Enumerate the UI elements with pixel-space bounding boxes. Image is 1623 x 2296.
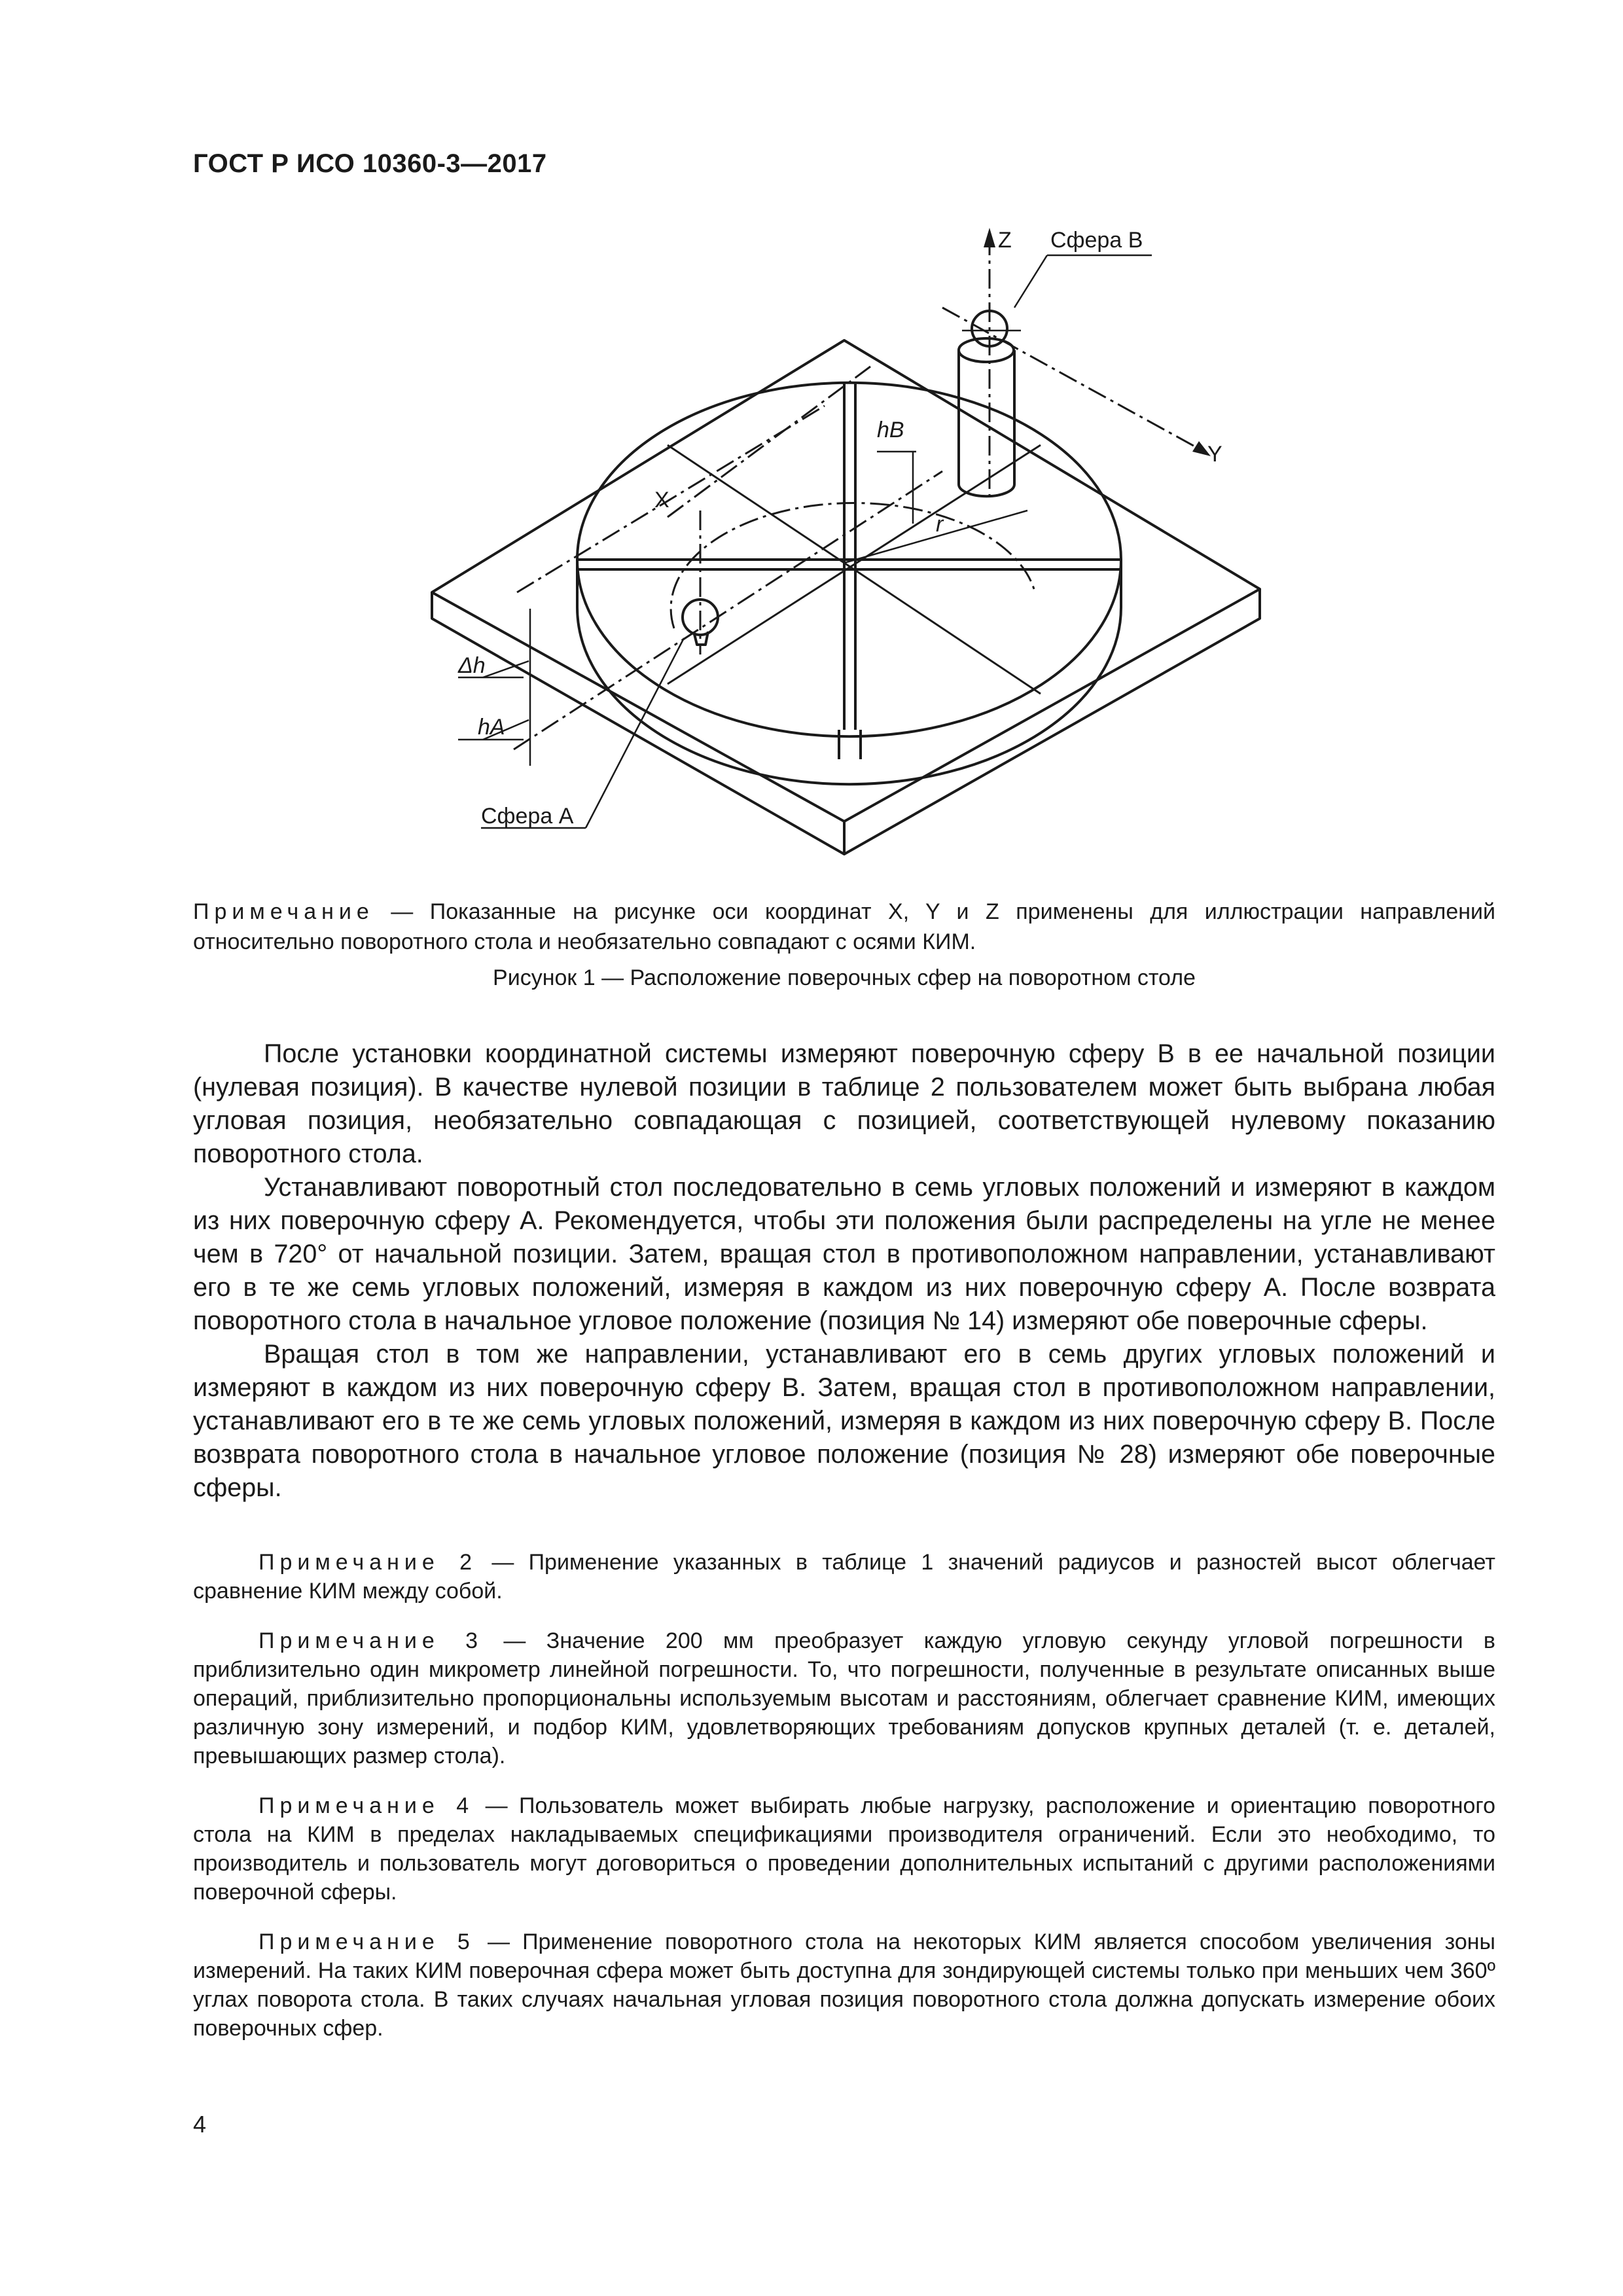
note-3 — [193, 1626, 1495, 1770]
document-header: ГОСТ Р ИСО 10360-3—2017 — [193, 149, 547, 178]
figure-note-label: Примечание — [193, 899, 374, 924]
body-paragraph: После установки координатной системы измеряют поверочную сферу B в ее начальной позиции (нулевая позиция). В качестве нулевой позиции в таблице 2 пользователем может быть выбрана любая угловая позиция, необязательно совпадающая с позицией, соответствующей нулевому показанию поворотного стола. — [193, 1039, 1495, 1168]
sphere-a-label: Сфера A — [481, 804, 574, 829]
body-paragraph: Устанавливают поворотный стол последовательно в семь угловых положений и измеряют в каждом из них поверочную сферу A. Рекомендуется, чтобы эти положения были распределены на угле не менее чем в 720° от начальной позиции. Затем, вращая стол в противоположном направлении, устанавливают его в те же семь угловых положений, измеряя в каждом из них поверочную сферу A. После возврата поворотного стола в начальное угловое положение (позиция № 14) измеряют обе поверочные сферы. — [193, 1173, 1495, 1335]
note-5 — [193, 1928, 1495, 2043]
x-axis-label: X — [654, 488, 669, 512]
sphere-b-column — [959, 350, 1014, 496]
note-label: Примечание 3 — [259, 1628, 484, 1653]
table-disk-rim — [577, 383, 1121, 560]
figure-note-text: — Показанные на рисунке оси координат X, Y и Z применены для иллюстрации направлений относительно поворотного стола и необязательно совпадают с осями КИМ. — [193, 899, 1495, 954]
r-label: r — [936, 512, 944, 537]
note-text: — Применение указанных в таблице 1 значений радиусов и разностей высот облегчает сравнение КИМ между собой. — [193, 1550, 1495, 1604]
y-axis-label: Y — [1207, 442, 1222, 467]
note-2 — [193, 1548, 1495, 1605]
note-text: — Пользователь может выбирать любые нагрузку, расположение и ориентацию поворотного стола на КИМ в пределах накладываемых спецификациями производителя ограничений. Если это необходимо, то производитель и пользователь могут договориться о проведении дополнительных испытаний с другими расположениями поверочной сферы. — [193, 1793, 1495, 1905]
note-text: — Значение 200 мм преобразует каждую угловую секунду угловой погрешности в приблизительно один микрометр линейной погрешности. То, что погрешности, полученные в результате описанных выше операций, приблизительно пропорциональны используемым высотам и расстояниям, облегчает сравнение КИМ, имеющих различную зону измерений, и подбор КИМ, удовлетворяющих требованиям допусков крупных деталей (т. е. деталей, превышающих размер стола). — [193, 1628, 1495, 1768]
notes-section — [193, 1548, 1495, 2064]
sphere-b-label: Сфера B — [1050, 228, 1143, 253]
body-text — [193, 1037, 1495, 1505]
note-label: Примечание 4 — [259, 1793, 474, 1818]
figure-note — [193, 897, 1495, 957]
delta-h-label: Δh — [458, 653, 486, 678]
base-plate-top — [432, 340, 1260, 821]
note-4 — [193, 1791, 1495, 1907]
note-label: Примечание 5 — [259, 1929, 475, 1954]
note-label: Примечание 2 — [259, 1550, 478, 1575]
h-a-label: hA — [478, 715, 505, 740]
h-b-label: hB — [877, 418, 904, 442]
body-paragraph: Вращая стол в том же направлении, устанавливают его в семь других угловых положений и измеряют в каждом из них поверочную сферу B. Затем, вращая стол в противоположном направлении, устанавливают его в те же семь угловых положений, измеряя в каждом из них поверочную сферу B. После возврата поворотного стола в начальное угловое положение (позиция № 28) измеряют обе поверочные сферы. — [193, 1340, 1495, 1502]
figure-caption: Рисунок 1 — Расположение поверочных сфер на поворотном столе — [493, 965, 1196, 990]
note-text: — Применение поворотного стола на некоторых КИМ является способом увеличения зоны измерений. На таких КИМ поверочная сфера может быть доступна для зондирующей системы только при меньших чем 360º углах поворота стола. В таких случаях начальная угловая позиция поворотного стола должна допускать измерение обоих поверочных сфер. — [193, 1929, 1495, 2041]
page-number: 4 — [193, 2111, 207, 2138]
z-axis-label: Z — [998, 228, 1012, 253]
rotary-table-figure — [0, 0, 1623, 877]
